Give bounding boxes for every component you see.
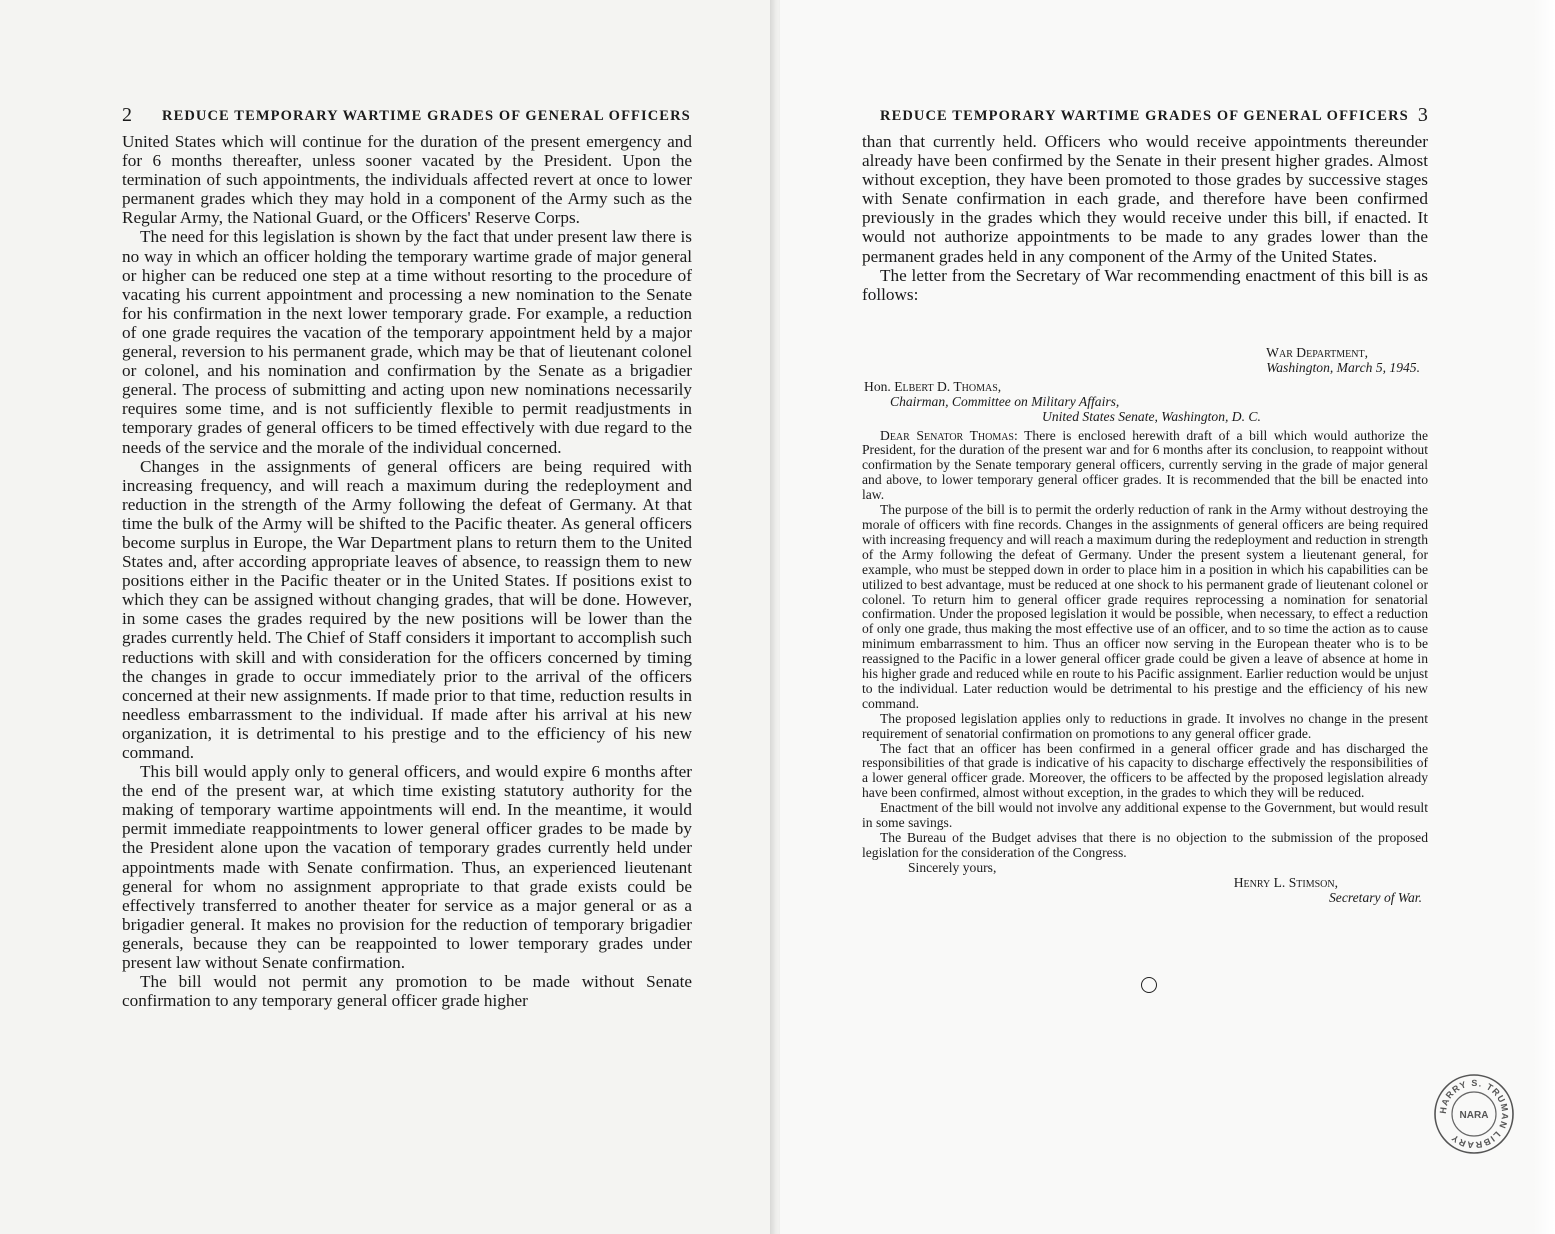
paragraph: United States which will continue for the duration of the present emergency and for 6 months thereafter, unless sooner vacated by the President. Upon the termination of such appointments, the individuals affected revert at once to lower permanent grades which they may hold in a component of the Army such as the Regular Army, the National Guard, or the Officers' Reserve Corps.: [122, 132, 692, 228]
right-page-number: 3: [1417, 104, 1429, 126]
secretary-letter: [862, 346, 1428, 906]
left-body-text: [122, 132, 692, 1010]
letter-opening-text: There is enclosed herewith draft of a bill which would authorize the President, for the duration of the present war and for 6 months after its conclusion, to reappoint without confirmation by the Senate temporary general officers, currently serving in the grade of major general and above, to lower temporary general officer grades. It is recommended that the bill be enacted into law.: [862, 427, 1429, 503]
left-page-number: 2: [122, 104, 134, 126]
left-page: [0, 0, 776, 1234]
letter-paragraph: The proposed legislation applies only to reductions in grade. It involves no change in the present requirement of senatorial confirmation on promotions to any general officer grade.: [862, 710, 1428, 741]
letter-opening-paragraph: [862, 429, 1428, 504]
addressee-place: United States Senate, Washington, D. C.: [1042, 408, 1261, 424]
addressee-prefix: Hon.: [864, 378, 891, 394]
letter-date: Washington, March 5, 1945.: [1266, 359, 1420, 375]
paragraph: The letter from the Secretary of War recommending enactment of this bill is as follows:: [862, 265, 1428, 304]
end-mark-circle-icon: [1141, 977, 1157, 993]
letter-addressee: [862, 380, 1428, 395]
letter-paragraph: The Bureau of the Budget advises that there is no objection to the submission of the proposed legislation for the consideration of the Congress.: [862, 830, 1428, 860]
paragraph: The bill would not permit any promotion to be made without Senate confirmation to any temporary general officer grade higher: [122, 972, 692, 1011]
right-body-text: [862, 132, 1428, 304]
stamp-center-text: NARA: [1459, 1110, 1489, 1121]
library-stamp-icon: [1432, 1072, 1516, 1156]
left-running-head-title: REDUCE TEMPORARY WARTIME GRADES OF GENERAL OFFICERS: [162, 108, 691, 124]
paragraph: This bill would apply only to general officers, and would expire 6 months after the end of the present war, at which time existing statutory authority for the making of temporary wartime appointments will end. In the meantime, it would permit immediate reappointments to lower general officer grades to be made by the President alone upon the vacation of temporary grades currently held under appointments made with Senate confirmation. Thus, an experienced lieutenant general for whom no assignment appropriate to that grade exists could be effectively transferred to another theater for service as a major general or as a brigadier general. It makes no provision for the reduction of temporary brigadier generals, because they can be reappointed to lower temporary grades under present law without Senate confirmation.: [122, 762, 692, 973]
letter-salutation: Dear Senator Thomas:: [880, 427, 1018, 443]
letter-closing: Sincerely yours,: [908, 859, 997, 875]
letter-paragraph: The purpose of the bill is to permit the orderly reduction of rank in the Army without destroying the morale of officers with fine records. Changes in the assignments of general officers are being required with increasing frequency and will reach a maximum during the redeployment and reduction in strength of the Army following the defeat of Germany. Under the present system a lieutenant general, for example, who must be stepped down in order to place him in a position in which his capabilities can be utilized to best advantage, must be reduced at one shock to his permanent grade of lieutenant colonel or colonel. To return him to general officer grade requires reprocessing a nomination for senatorial confirmation. Under the proposed legislation it would be possible, when necessary, to effect a reduction of only one grade, thus making the most effective use of an officer, and to so time the action as to cause minimum embarrassment to him. Thus an officer now serving in the European theater who is to be reassigned to the Pacific in a lower general officer grade could be given a leave of absence at home in his higher grade and reduced while en route to his Pacific assignment. Earlier reduction would be unjust to the individual. Later reduction would be detrimental to his prestige and the efficiency of his new command.: [862, 502, 1428, 711]
letter-paragraph: Enactment of the bill would not involve any additional expense to the Government, but would result in some savings.: [862, 800, 1428, 831]
stamp-seal: [1432, 1072, 1516, 1156]
addressee-title: Chairman, Committee on Military Affairs,: [890, 393, 1120, 409]
paragraph: The need for this legislation is shown by the fact that under present law there is no way in which an officer holding the temporary wartime grade of major general or higher can be reduced one step at a time without resorting to the procedure of vacating his current appointment and processing a new nomination to the Senate for his confirmation in the next lower temporary grade. For example, a reduction of one grade requires the vacation of the temporary appointment held by a major general, reversion to his permanent grade, which may be that of lieutenant colonel or colonel, and his nomination and confirmation by the Senate as a brigadier general. The process of submitting and acting upon new nominations necessarily requires some time, and is not sufficiently flexible to permit readjustments in temporary grades of general officers to be timed effectively with due regard to the needs of the service and the morale of the individual concerned.: [122, 227, 692, 457]
paragraph: than that currently held. Officers who would receive appointments thereunder already have been confirmed by the Senate in their present higher grades. Almost without exception, they have been promoted to those grades by successive stages with Senate confirmation in each grade, and therefore have been confirmed previously in the grades which they would receive under this bill, if enacted. It would not authorize appointments to be made to any grades lower than the permanent grades held in any component of the Army of the United States.: [862, 132, 1428, 266]
letter-department: War Department,: [1266, 345, 1368, 360]
page-edge: [1533, 0, 1555, 1234]
right-running-head-title: REDUCE TEMPORARY WARTIME GRADES OF GENERAL OFFICERS: [880, 108, 1409, 124]
letter-signature-title: Secretary of War.: [1328, 889, 1422, 905]
letter-signature: Henry L. Stimson,: [1233, 874, 1338, 890]
letter-paragraph: The fact that an officer has been confirmed in a general officer grade and has discharged the responsibilities of that grade is indicative of his capacity to discharge effectively the responsibilities of a lower general officer grade. Moreover, the officers to be affected by the proposed legislation already have been confirmed, almost without exception, in the grades to which they will be reduced.: [862, 740, 1428, 801]
addressee-name: Elbert D. Thomas,: [894, 378, 1002, 394]
stamp-arc-text: HARRY S. TRUMAN LIBRARY: [1437, 1077, 1511, 1151]
paragraph: Changes in the assignments of general officers are being required with increasing frequency, and will reach a maximum during the redeployment and reduction in the strength of the Army following the defeat of Germany. At that time the bulk of the Army will be shifted to the Pacific theater. As general officers become surplus in Europe, the War Department plans to return them to the United States and, after according appropriate leaves of absence, to reassign them to new positions either in the Pacific theater or in the United States. If positions exist to which they can be assigned without changing grades, that will be done. However, in some cases the grades required by the new positions will be lower than the grades currently held. The Chief of Staff considers it important to accomplish such reductions with skill and with consideration for the officers concerned by timing the changes in grade to occur immediately prior to the arrival of the officers concerned at their new assignments. If made prior to that time, reduction results in needless embarrassment to the individual. If made after his arrival at his new organization, it is detrimental to his prestige and to the efficiency of his new command.: [122, 456, 692, 762]
